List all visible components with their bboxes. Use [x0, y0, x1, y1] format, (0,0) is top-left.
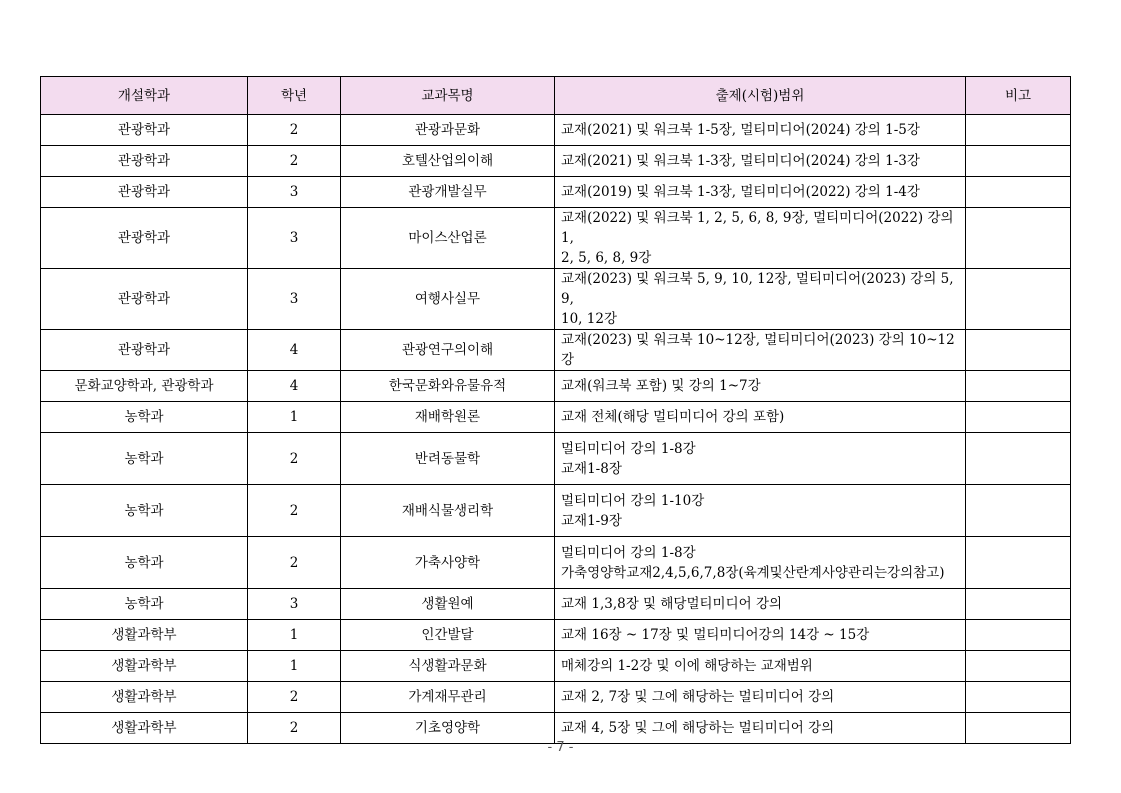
page-number: - 7 - — [547, 740, 574, 755]
year-cell: 4 — [248, 330, 341, 371]
year-cell: 2 — [248, 433, 341, 485]
exam-range-cell: 교재 전체(해당 멀티미디어 강의 포함) — [555, 402, 966, 433]
course-cell: 식생활과문화 — [341, 651, 555, 682]
department-cell: 관광학과 — [41, 177, 248, 208]
table-row — [41, 433, 1071, 485]
exam-range-cell: 매체강의 1-2강 및 이에 해당하는 교재범위 — [555, 651, 966, 682]
table-row — [41, 402, 1071, 433]
header-course-name: 교과목명 — [341, 77, 555, 115]
year-cell: 2 — [248, 713, 341, 744]
course-cell: 관광연구의이해 — [341, 330, 555, 371]
remarks-cell — [966, 537, 1071, 589]
remarks-cell — [966, 433, 1071, 485]
year-cell: 1 — [248, 402, 341, 433]
remarks-cell — [966, 402, 1071, 433]
year-cell: 3 — [248, 269, 341, 330]
remarks-cell — [966, 115, 1071, 146]
table-row — [41, 146, 1071, 177]
year-cell: 3 — [248, 208, 341, 269]
exam-range-cell: 교재(워크북 포함) 및 강의 1~7강 — [555, 371, 966, 402]
table-row — [41, 115, 1071, 146]
exam-range-cell: 멀티미디어 강의 1-10강 교재1-9장 — [555, 485, 966, 537]
course-cell: 관광개발실무 — [341, 177, 555, 208]
table-row — [41, 371, 1071, 402]
year-cell: 4 — [248, 371, 341, 402]
department-cell: 관광학과 — [41, 330, 248, 371]
exam-range-cell: 교재(2022) 및 워크북 1, 2, 5, 6, 8, 9장, 멀티미디어(2022) 강의 1, 2, 5, 6, 8, 9강 — [555, 208, 966, 269]
table-row — [41, 269, 1071, 330]
exam-range-table — [40, 76, 1071, 744]
department-cell: 생활과학부 — [41, 620, 248, 651]
department-cell: 관광학과 — [41, 115, 248, 146]
remarks-cell — [966, 589, 1071, 620]
department-cell: 관광학과 — [41, 146, 248, 177]
remarks-cell — [966, 620, 1071, 651]
year-cell: 3 — [248, 589, 341, 620]
course-cell: 가계재무관리 — [341, 682, 555, 713]
remarks-cell — [966, 146, 1071, 177]
table-row — [41, 713, 1071, 744]
header-remarks: 비고 — [966, 77, 1071, 115]
exam-range-cell: 교재(2021) 및 워크북 1-5장, 멀티미디어(2024) 강의 1-5강 — [555, 115, 966, 146]
year-cell: 1 — [248, 620, 341, 651]
course-cell: 인간발달 — [341, 620, 555, 651]
table-row — [41, 620, 1071, 651]
department-cell: 관광학과 — [41, 208, 248, 269]
exam-range-cell: 교재(2019) 및 워크북 1-3장, 멀티미디어(2022) 강의 1-4강 — [555, 177, 966, 208]
remarks-cell — [966, 208, 1071, 269]
remarks-cell — [966, 713, 1071, 744]
course-cell: 가축사양학 — [341, 537, 555, 589]
table-row — [41, 589, 1071, 620]
remarks-cell — [966, 330, 1071, 371]
remarks-cell — [966, 371, 1071, 402]
table-row — [41, 208, 1071, 269]
course-cell: 재배학원론 — [341, 402, 555, 433]
year-cell: 2 — [248, 485, 341, 537]
course-cell: 마이스산업론 — [341, 208, 555, 269]
department-cell: 생활과학부 — [41, 682, 248, 713]
course-cell: 반려동물학 — [341, 433, 555, 485]
department-cell: 농학과 — [41, 589, 248, 620]
table-row — [41, 485, 1071, 537]
exam-range-cell: 교재(2021) 및 워크북 1-3장, 멀티미디어(2024) 강의 1-3강 — [555, 146, 966, 177]
department-cell: 문화교양학과, 관광학과 — [41, 371, 248, 402]
department-cell: 생활과학부 — [41, 651, 248, 682]
table-row — [41, 537, 1071, 589]
header-exam-range: 출제(시험)범위 — [555, 77, 966, 115]
department-cell: 농학과 — [41, 537, 248, 589]
exam-range-cell: 교재(2023) 및 워크북 10~12장, 멀티미디어(2023) 강의 10~12강 — [555, 330, 966, 371]
remarks-cell — [966, 651, 1071, 682]
remarks-cell — [966, 177, 1071, 208]
table-header-row — [41, 77, 1071, 115]
year-cell: 2 — [248, 146, 341, 177]
department-cell: 생활과학부 — [41, 713, 248, 744]
course-cell: 한국문화와유물유적 — [341, 371, 555, 402]
exam-range-cell: 멀티미디어 강의 1-8강 교재1-8장 — [555, 433, 966, 485]
exam-range-cell: 교재(2023) 및 워크북 5, 9, 10, 12장, 멀티미디어(2023) 강의 5, 9, 10, 12강 — [555, 269, 966, 330]
table-row — [41, 330, 1071, 371]
year-cell: 3 — [248, 177, 341, 208]
department-cell: 농학과 — [41, 485, 248, 537]
remarks-cell — [966, 485, 1071, 537]
exam-range-cell: 멀티미디어 강의 1-8강 가축영양학교재2,4,5,6,7,8장(육계및산란계사양관리는강의참고) — [555, 537, 966, 589]
course-cell: 여행사실무 — [341, 269, 555, 330]
year-cell: 2 — [248, 537, 341, 589]
course-cell: 관광과문화 — [341, 115, 555, 146]
course-cell: 재배식물생리학 — [341, 485, 555, 537]
department-cell: 농학과 — [41, 402, 248, 433]
course-cell: 호텔산업의이해 — [341, 146, 555, 177]
remarks-cell — [966, 269, 1071, 330]
table-row — [41, 682, 1071, 713]
year-cell: 1 — [248, 651, 341, 682]
header-year: 학년 — [248, 77, 341, 115]
table-row — [41, 177, 1071, 208]
department-cell: 관광학과 — [41, 269, 248, 330]
exam-range-cell: 교재 16장 ~ 17장 및 멀티미디어강의 14강 ~ 15강 — [555, 620, 966, 651]
header-department: 개설학과 — [41, 77, 248, 115]
year-cell: 2 — [248, 115, 341, 146]
exam-range-cell: 교재 4, 5장 및 그에 해당하는 멀티미디어 강의 — [555, 713, 966, 744]
department-cell: 농학과 — [41, 433, 248, 485]
year-cell: 2 — [248, 682, 341, 713]
exam-range-cell: 교재 2, 7장 및 그에 해당하는 멀티미디어 강의 — [555, 682, 966, 713]
remarks-cell — [966, 682, 1071, 713]
exam-range-cell: 교재 1,3,8장 및 해당멀티미디어 강의 — [555, 589, 966, 620]
table-row — [41, 651, 1071, 682]
course-cell: 생활원예 — [341, 589, 555, 620]
course-cell: 기초영양학 — [341, 713, 555, 744]
